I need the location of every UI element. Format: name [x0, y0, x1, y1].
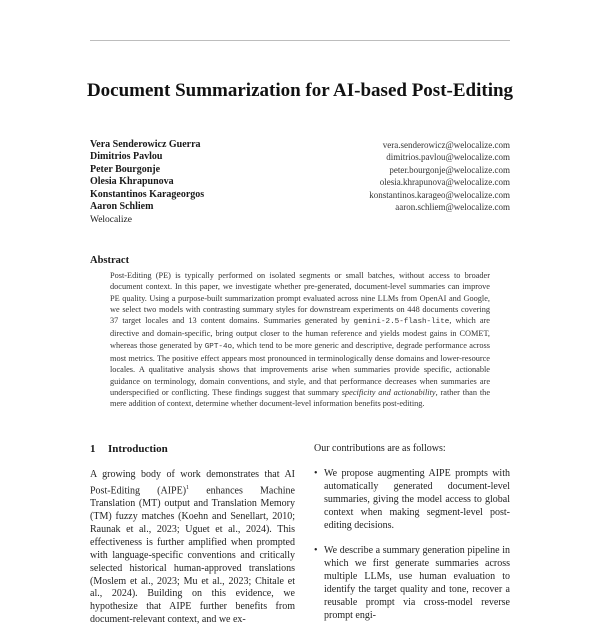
section-heading [90, 443, 168, 455]
affiliation: Welocalize [90, 215, 132, 226]
bullet-text: We propose augmenting AIPE prompts with automatically generated document-level summaries, giving the model access to global context when making segment-level post-editing decisions. [324, 467, 510, 531]
contributions-column [314, 443, 510, 636]
author-email[interactable]: vera.senderowicz@welocalize.com [382, 140, 510, 150]
author-row [90, 139, 510, 151]
contributions-intro: Our contributions are as follows: [314, 443, 446, 454]
footnote-marker[interactable]: 1 [186, 484, 190, 491]
author-email[interactable]: aaron.schliem@welocalize.com [395, 202, 510, 213]
abstract-text: Post-Editing (PE) is typically performed on isolated segments or small batches, without access to broader document context. In this paper, we investigate whether pre-generated, document-level summaries can improve PE quality. Using a purpose-built summarization prompt evaluated across nine LLMs from OpenAI and Google, we select two models with contrasting summary styles for downstream experiments on 448 documents covering 37 target locales and 13 content domains. Summaries generated by [110, 271, 490, 326]
author-email[interactable]: konstantinos.karageo@welocalize.com [369, 189, 510, 200]
bullet-text: We describe a summary generation pipeline in which we first generate summaries across multiple LLMs, use human evaluation to identify the target quality and tone, recover a reusable prompt via cross-model reverse prompt engi- [324, 545, 510, 621]
list-item [314, 468, 510, 533]
author-name: Aaron Schliem [90, 201, 154, 213]
abstract-model-name: GPT-4o [204, 342, 233, 351]
intro-paragraph [90, 469, 295, 627]
intro-text: enhances Machine Translation (MT) output and Translation Memory (TM) fuzzy matches (Koehn and Senellart, 2010; Raunak et al., 2023; Uguet et al., 2024). This effectiveness is further amplified when prompted with language-specific conventions and critically selected historical human-approved translations (Moslem et al., 2023; Mu et al., 2023; Chitale et al., 2024). Building on this evidence, we hypothesize that AIPE further benefits from document-relevant context, and we ex- [90, 485, 295, 626]
section-number: 1 [90, 443, 96, 455]
abstract-heading: Abstract [90, 255, 130, 266]
author-email[interactable]: peter.bourgonje@welocalize.com [389, 164, 510, 175]
bullet-icon: • [314, 545, 318, 557]
author-row [90, 201, 510, 213]
abstract-text: , rather than the mere addition of context, determine whether document-level information benefits post-editing. [110, 387, 491, 409]
abstract-text: , which tend to be more generic and descriptive, degrade performance across most metrics. The positive effect appears most pronounced in terminologically dense domains and lower-resource locales. A qualitative analysis shows that improvements arise when summaries provide specific, actionable guidance on terminology, domain conventions, and style, and that performance decreases when summaries are underspecified or conflicting. These findings suggest that summary [110, 340, 490, 397]
author-row [90, 189, 510, 201]
author-name: Peter Bourgonje [90, 163, 161, 175]
abstract-emphasis: specificity and actionability [341, 387, 436, 397]
section-title: Introduction [108, 443, 168, 455]
author-name: Dimitrios Pavlou [90, 151, 163, 163]
bullet-icon: • [314, 467, 318, 479]
author-name: Vera Senderowicz Guerra [90, 139, 201, 150]
author-block [90, 139, 510, 227]
list-item [314, 545, 510, 622]
author-email[interactable]: dimitrios.pavlou@welocalize.com [386, 152, 510, 163]
intro-text: A growing body of work demonstrates that AI Post-Editing (AIPE) [90, 469, 295, 497]
author-row [90, 176, 510, 188]
author-name: Olesia Khrapunova [90, 176, 174, 188]
abstract-text: , which are directive and domain-specific, bring output closer to the human reference and yields modest gains in COMET, whereas those generated by [110, 316, 490, 350]
abstract-body [110, 270, 490, 410]
author-row [90, 151, 510, 163]
author-name: Konstantinos Karageorgos [90, 188, 205, 200]
author-email[interactable]: olesia.khrapunova@welocalize.com [379, 177, 510, 188]
header-rule [90, 40, 510, 41]
author-row [90, 164, 510, 176]
abstract-model-name: gemini-2.5-flash-lite [353, 318, 450, 327]
paper-title: Document Summarization for AI-based Post-Editing [86, 80, 514, 101]
